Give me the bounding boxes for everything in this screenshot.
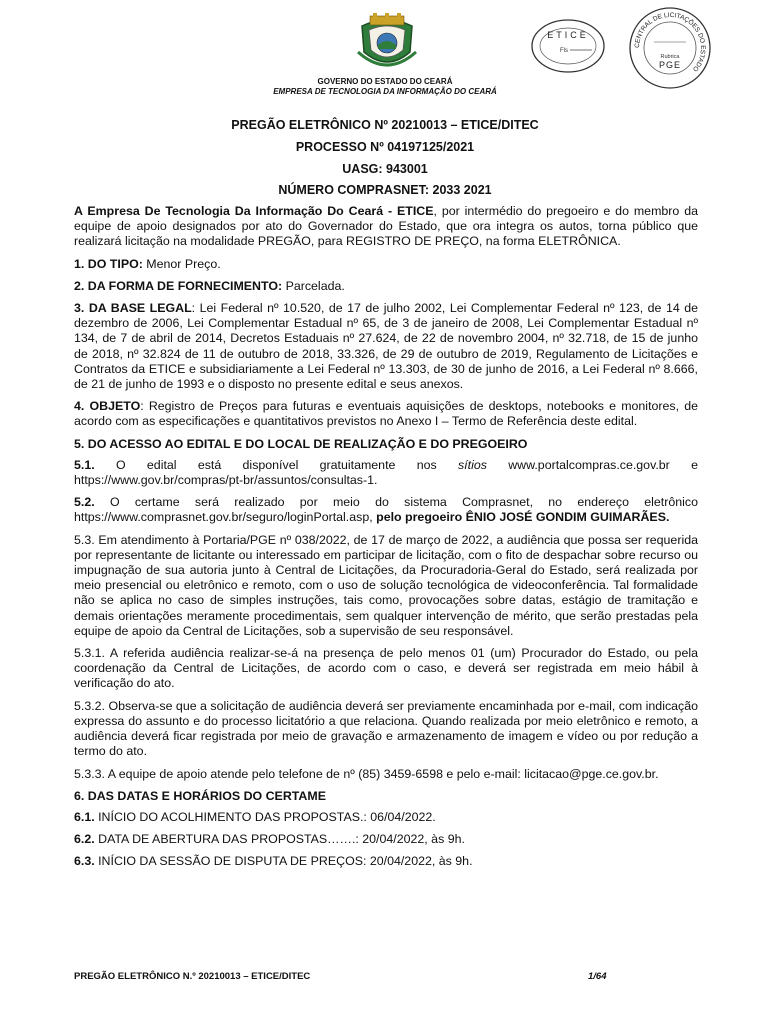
document-body: [74, 204, 698, 877]
s62-text: DATA DE ABERTURA DAS PROPOSTAS…….: 20/04/2022, às 9h.: [94, 832, 465, 847]
ceara-coat-of-arms-icon: [352, 12, 422, 74]
forma-value: Parcelada.: [282, 278, 345, 293]
section-5-3-3: 5.3.3. A equipe de apoio atende pelo telefone de nº (85) 3459-6598 e pelo e-mail: licitacao@pge.ce.gov.br.: [74, 766, 659, 781]
section-5-2: [74, 495, 698, 525]
stamp-etice-sub: Fls: [560, 48, 568, 54]
s61-text: INÍCIO DO ACOLHIMENTO DAS PROPOSTAS.: 06/04/2022.: [94, 809, 436, 824]
section-5-3-1: 5.3.1. A referida audiência realizar-se-á na presença de pelo menos 01 (um) Procurador do Estado, ou pela coordenação da Central de Licitações, de acordo com o caso, e deverá ser registrada em meio hábil à verificação do ato.: [74, 646, 698, 691]
government-line: GOVERNO DO ESTADO DO CEARÁ: [317, 77, 453, 86]
stamp-etice-title: ETICE: [547, 30, 589, 40]
s52-text: O certame será realizado por meio do sistema Comprasnet, no endereço eletrônico https://www.comprasnet.gov.br/seguro/loginPortal.asp,: [74, 495, 698, 525]
section-5-1: [74, 458, 698, 488]
footer-page-number: 1/64: [588, 971, 607, 982]
section-forma: [74, 279, 698, 294]
s51-url: https://www.gov.br/compras/pt-br/assuntos/consultas-1.: [74, 473, 378, 488]
comprasnet-number: NÚMERO COMPRASNET: 2033 2021: [278, 183, 492, 197]
section-6-2: [74, 832, 698, 847]
tipo-value: Menor Preço.: [142, 256, 221, 271]
objeto-text: : Registro de Preços para futuras e eventuais aquisições de desktops, notebooks e monitores, de acordo com as especificações e quantitativos previstos no Anexo I – Termo de Referência deste edital.: [74, 399, 698, 429]
section-acesso-heading: [74, 437, 698, 452]
processo-number: PROCESSO Nº 04197125/2021: [295, 140, 475, 154]
datas-heading-text: 6. DAS DATAS E HORÁRIOS DO CERTAME: [74, 788, 326, 803]
tipo-label: 1. DO TIPO:: [74, 256, 143, 271]
s52-label: 5.2.: [74, 495, 95, 510]
uasg-number: UASG: 943001: [342, 162, 428, 176]
footer-document-id: PREGÃO ELETRÔNICO N.º 20210013 – ETICE/DITEC: [74, 971, 311, 982]
s51-a: O edital está disponível gratuitamente nos: [94, 457, 458, 472]
section-5-3-2: 5.3.2. Observa-se que a solicitação de audiência deverá ser previamente encaminhada por e-mail, com indicação expressa do assunto e do processo licitatório a que relaciona. Quando realizada por meio eletrônico e remoto, a audiência deverá ficar registrada por meio de gravação e armazenamento de imagem e vídeo ou por redução a termo do ato.: [74, 698, 699, 759]
stamp-pge-rubrica: Rubrica: [660, 54, 680, 60]
company-name: A Empresa De Tecnologia Da Informação Do Ceará - ETICE: [74, 204, 434, 218]
section-base-legal: [74, 301, 698, 392]
section-6-3: [74, 854, 698, 869]
pregao-title: PREGÃO ELETRÔNICO Nº 20210013 – ETICE/DITEC: [231, 118, 539, 132]
base-label: 3. DA BASE LEGAL: [74, 301, 192, 316]
objeto-label: 4. OBJETO: [74, 399, 141, 414]
stamp-pge-org: PGE: [658, 60, 682, 70]
intro-text: , por intermédio do pregoeiro e do membro da equipe de apoio designados por ato do Governador do Estado, que ora integra os autos, torna público que realizará licitação na modalidade PREGÃO, para REGISTRO DE PREÇO, na forma ELETRÔNICA.: [74, 204, 698, 249]
section-5-3: 5.3. Em atendimento à Portaria/PGE nº 038/2022, de 17 de março de 2022, a audiência que possa ser requerida por representante de licitante ou interessado em participar de licitação, com o fito de despachar sobre recurso ou impugnação de sua autoria junto à Central de Licitações, da Procuradoria-Geral do Estado, será realizada por meio presencial ou eletrônico e remoto, com o uso de solução tecnológica de videoconferência. Tal formalidade não se aplica no caso de simples instruções, tais como, provocações sobre datas, estágio de tramitação e demais orientações meramente procedimentais, sem qualquer intervenção de mérito, que serão prestadas pela equipe de apoio da Central de Licitações, sob a supervisão de seu responsável.: [74, 532, 698, 638]
forma-label: 2. DA FORMA DE FORNECIMENTO:: [74, 278, 283, 293]
s51-b: www.portalcompras.ce.gov.br e: [486, 457, 698, 472]
etice-stamp-icon: [530, 18, 606, 74]
s62-label: 6.2.: [74, 832, 95, 847]
company-line: EMPRESA DE TECNOLOGIA DA INFORMAÇÃO DO CEARÁ: [273, 87, 497, 96]
stamp-pge-ring: CENTRAL DE LICITAÇÕES DO ESTADO: [633, 11, 707, 73]
intro-paragraph: [74, 204, 698, 250]
s63-label: 6.3.: [74, 854, 95, 869]
s52-pregoeiro: pelo pregoeiro ÊNIO JOSÉ GONDIM GUIMARÃES.: [376, 510, 670, 525]
section-tipo: [74, 257, 698, 272]
section-6-1: [74, 810, 698, 825]
section-datas-heading: [74, 789, 698, 804]
s63-text: INÍCIO DA SESSÃO DE DISPUTA DE PREÇOS: 20/04/2022, às 9h.: [94, 854, 473, 869]
s51-line: [74, 458, 698, 473]
s51-label: 5.1.: [74, 457, 95, 472]
s61-label: 6.1.: [74, 809, 95, 824]
base-text: : Lei Federal nº 10.520, de 17 de julho 2002, Lei Complementar Federal nº 123, de 14 de dezembro de 2006, Lei Complementar Estadual nº 65, de 3 de janeiro de 2008, Lei Complementar Estadual nº 134, de 7 de abril de 2014, Decretos Estaduais nº 27.624, de 22 de novembro 2004, nº 32.718, de 15 de junho de 2018, nº 32.824 de 11 de outubro de 2018, 33.326, de 29 de outubro de 2019, Regulamento de Licitações e Contratos da ETICE e subsidiariamente a Lei Federal nº 13.303, de 30 de junho de 2016, a Lei Federal nº 8.666, de 21 de junho de 1993 e o disposto no presente edital e seus anexos.: [74, 301, 698, 392]
acesso-heading-text: 5. DO ACESSO AO EDITAL E DO LOCAL DE REALIZAÇÃO E DO PREGOEIRO: [74, 436, 528, 451]
section-objeto: [74, 399, 698, 429]
s51-italic: sítios: [457, 457, 487, 472]
